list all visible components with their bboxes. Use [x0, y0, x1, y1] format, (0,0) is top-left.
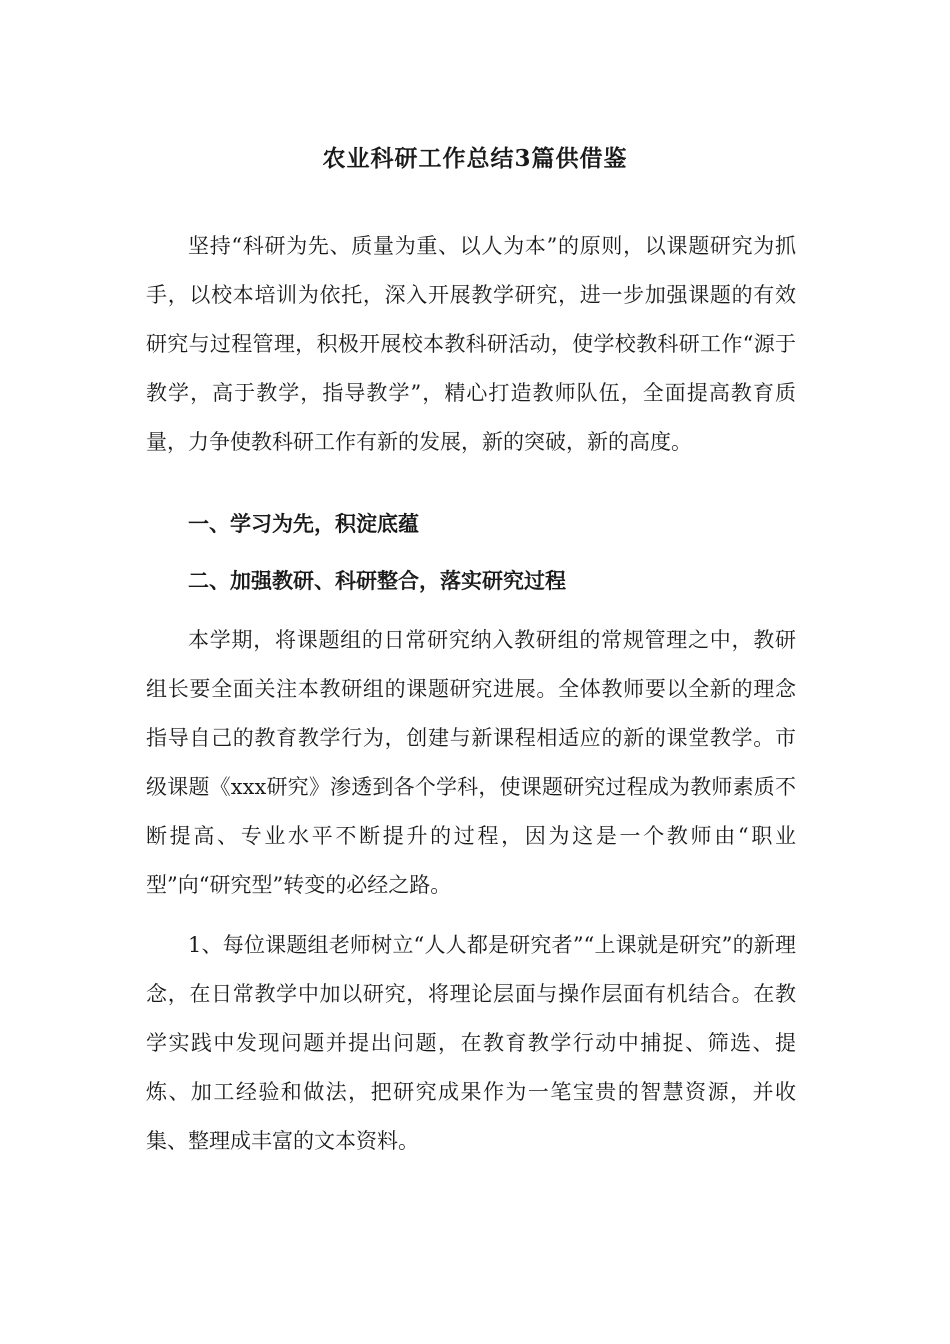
section-2-paragraph: 本学期，将课题组的日常研究纳入教研组的常规管理之中，教研组长要全面关注本教研组的课题研究进展。全体教师要以全新的理念指导自己的教育教学行为，创建与新课程相适应的新的课堂教学。市级课题《xxx研究》渗透到各个学科，使课题研究过程成为教师素质不断提高、专业水平不断提升的过程，因为这是一个教师由“职业型”向“研究型”转变的必经之路。	[146, 628, 796, 897]
intro-paragraph: 坚持“科研为先、质量为重、以人为本”的原则，以课题研究为抓手，以校本培训为依托，深入开展教学研究，进一步加强课题的有效研究与过程管理，积极开展校本教科研活动，使学校教科研工作“源于教学，高于教学，指导教学”，精心打造教师队伍，全面提高教育质量，力争使教科研工作有新的发展，新的突破，新的高度。	[146, 234, 796, 454]
section-heading-1: 一、学习为先，积淀底蕴	[188, 511, 419, 536]
section-heading-2: 二、加强教研、科研整合，落实研究过程	[188, 568, 566, 593]
document-title: 农业科研工作总结3篇供借鉴	[322, 145, 628, 172]
section-2-item-1-paragraph: 1、每位课题组老师树立“人人都是研究者”“上课就是研究”的新理念，在日常教学中加以研究，将理论层面与操作层面有机结合。在教学实践中发现问题并提出问题，在教育教学行动中捕捉、筛选、提炼、加工经验和做法，把研究成果作为一笔宝贵的智慧资源，并收集、整理成丰富的文本资料。	[146, 933, 796, 1153]
